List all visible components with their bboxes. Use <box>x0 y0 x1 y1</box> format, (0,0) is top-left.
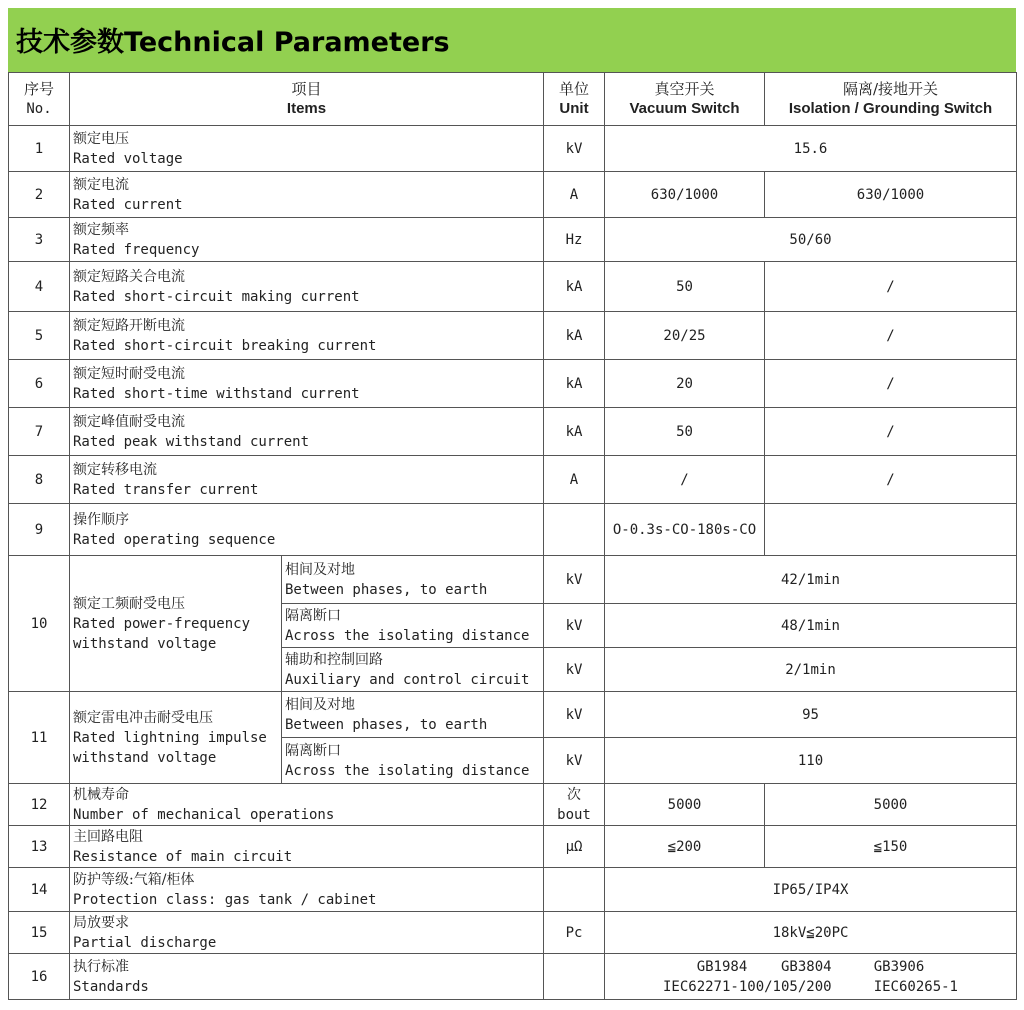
unit-cell: kA <box>544 408 605 456</box>
item-cell <box>70 912 544 954</box>
row-number: 10 <box>9 556 70 692</box>
row-number: 3 <box>9 218 70 262</box>
sub-item-cell <box>282 556 544 604</box>
value-cell: 42/1min <box>605 556 1017 604</box>
table-row <box>9 360 1017 408</box>
item-label-zh: 相间及对地 <box>285 561 355 578</box>
standards-line: GB1984 GB3804 GB3906 <box>696 958 925 975</box>
isolation-switch-value: / <box>765 312 1017 360</box>
unit-cell: Hz <box>544 218 605 262</box>
item-cell <box>70 312 544 360</box>
item-cell <box>70 504 544 556</box>
table-row <box>9 868 1017 912</box>
row-number: 15 <box>9 912 70 954</box>
row-number: 5 <box>9 312 70 360</box>
unit-cell: kA <box>544 312 605 360</box>
table-row <box>9 912 1017 954</box>
sub-item-cell <box>282 692 544 738</box>
item-label-zh: 操作顺序 <box>73 511 129 528</box>
unit-cell: kV <box>544 556 605 604</box>
item-cell <box>70 360 544 408</box>
isolation-switch-value: 630/1000 <box>765 172 1017 218</box>
value-cell: IP65/IP4X <box>605 868 1017 912</box>
table-row <box>9 312 1017 360</box>
isolation-switch-value: ≦150 <box>765 826 1017 868</box>
row-number: 9 <box>9 504 70 556</box>
unit-cell: kA <box>544 262 605 312</box>
table-row <box>9 504 1017 556</box>
item-label-zh: 额定转移电流 <box>73 461 157 478</box>
value-cell: 15.6 <box>605 126 1017 172</box>
item-label-zh: 额定雷电冲击耐受电压 <box>73 709 213 726</box>
item-label-zh: 隔离断口 <box>285 742 341 759</box>
item-label-en: Rated short-circuit breaking current <box>73 337 377 354</box>
header-vacuum-switch: 真空开关 Vacuum Switch <box>605 73 765 126</box>
row-number: 11 <box>9 692 70 784</box>
technical-parameters-table <box>8 72 1017 1000</box>
vacuum-switch-value: 50 <box>605 408 765 456</box>
value-cell: 50/60 <box>605 218 1017 262</box>
isolation-switch-value: / <box>765 262 1017 312</box>
item-label-en: withstand voltage <box>73 635 217 652</box>
unit-cell: kA <box>544 360 605 408</box>
item-label-en: Rated peak withstand current <box>73 433 310 450</box>
item-label-zh: 相间及对地 <box>285 696 355 713</box>
vacuum-switch-value: 20/25 <box>605 312 765 360</box>
item-label-en: Standards <box>73 978 149 995</box>
row-number: 1 <box>9 126 70 172</box>
item-cell <box>70 868 544 912</box>
unit-cell <box>544 504 605 556</box>
value-cell: 95 <box>605 692 1017 738</box>
header-no: 序号 No. <box>9 73 70 126</box>
value-cell: 18kV≦20PC <box>605 912 1017 954</box>
table-row <box>9 262 1017 312</box>
table-row <box>9 172 1017 218</box>
row-number: 4 <box>9 262 70 312</box>
table-row <box>9 556 1017 604</box>
item-label-zh: 局放要求 <box>73 914 129 931</box>
isolation-switch-value: / <box>765 408 1017 456</box>
item-label-en: Rated current <box>73 196 183 213</box>
item-label-en: Between phases, to earth <box>285 581 488 598</box>
item-label-en: Rated lightning impulse <box>73 729 267 746</box>
vacuum-switch-value: / <box>605 456 765 504</box>
unit-zh: 次 <box>567 786 581 803</box>
row-number: 14 <box>9 868 70 912</box>
item-cell <box>70 262 544 312</box>
item-label-zh: 隔离断口 <box>285 607 341 624</box>
item-cell <box>70 408 544 456</box>
unit-cell: kV <box>544 648 605 692</box>
item-label-zh: 机械寿命 <box>73 786 129 803</box>
item-cell <box>70 954 544 1000</box>
item-label-zh: 额定电压 <box>73 130 129 147</box>
item-label-en: Resistance of main circuit <box>73 848 293 865</box>
item-label-en: Rated voltage <box>73 150 183 167</box>
item-cell <box>70 172 544 218</box>
item-label-en: Rated short-circuit making current <box>73 288 360 305</box>
item-label-zh: 辅助和控制回路 <box>285 651 383 668</box>
row-number: 2 <box>9 172 70 218</box>
item-label-en: Between phases, to earth <box>285 716 488 733</box>
row-number: 8 <box>9 456 70 504</box>
isolation-switch-value: / <box>765 456 1017 504</box>
header-isolation-grounding-switch: 隔离/接地开关 Isolation / Grounding Switch <box>765 73 1017 126</box>
standards-line: IEC62271-100/105/200 IEC60265-1 <box>662 978 958 995</box>
item-label-en: Rated transfer current <box>73 481 259 498</box>
isolation-switch-value: 5000 <box>765 784 1017 826</box>
row-number: 13 <box>9 826 70 868</box>
item-label-en: Rated power-frequency <box>73 615 251 632</box>
item-label-en: Across the isolating distance <box>285 627 530 644</box>
unit-cell: A <box>544 456 605 504</box>
table-row <box>9 218 1017 262</box>
item-label-zh: 额定频率 <box>73 221 129 238</box>
table-row <box>9 954 1017 1000</box>
item-label-zh: 额定短时耐受电流 <box>73 365 185 382</box>
item-label-en: Rated short-time withstand current <box>73 385 360 402</box>
vacuum-switch-value: 630/1000 <box>605 172 765 218</box>
unit-en: bout <box>557 806 591 823</box>
row-number: 7 <box>9 408 70 456</box>
item-cell <box>70 456 544 504</box>
item-label-en: withstand voltage <box>73 749 217 766</box>
item-label-en: Number of mechanical operations <box>73 806 335 823</box>
item-label-zh: 额定电流 <box>73 176 129 193</box>
item-cell <box>70 826 544 868</box>
table-row <box>9 126 1017 172</box>
item-label-en: Auxiliary and control circuit <box>285 671 530 688</box>
table-row <box>9 826 1017 868</box>
value-cell: 2/1min <box>605 648 1017 692</box>
unit-cell <box>544 784 605 826</box>
unit-cell: Pc <box>544 912 605 954</box>
item-label-zh: 额定短路关合电流 <box>73 268 185 285</box>
unit-cell <box>544 954 605 1000</box>
unit-cell: A <box>544 172 605 218</box>
vacuum-switch-value: ≦200 <box>605 826 765 868</box>
standards-cell <box>605 954 1017 1000</box>
vacuum-switch-value: 5000 <box>605 784 765 826</box>
item-label-en: Protection class: gas tank / cabinet <box>73 891 377 908</box>
table-row <box>9 408 1017 456</box>
item-cell <box>70 692 282 784</box>
page-title: 技术参数Technical Parameters <box>16 27 450 58</box>
header-items: 项目 Items <box>70 73 544 126</box>
vacuum-switch-value: 50 <box>605 262 765 312</box>
unit-cell: kV <box>544 692 605 738</box>
sub-item-cell <box>282 738 544 784</box>
header-unit: 单位 Unit <box>544 73 605 126</box>
unit-cell: μΩ <box>544 826 605 868</box>
value-cell: 110 <box>605 738 1017 784</box>
table-row <box>9 784 1017 826</box>
title-banner <box>8 8 1016 72</box>
unit-cell: kV <box>544 604 605 648</box>
unit-cell: kV <box>544 126 605 172</box>
vacuum-switch-value: O-0.3s-CO-180s-CO <box>605 504 765 556</box>
value-cell: 48/1min <box>605 604 1017 648</box>
item-cell <box>70 784 544 826</box>
item-cell <box>70 556 282 692</box>
item-label-zh: 执行标准 <box>73 958 129 975</box>
sub-item-cell <box>282 648 544 692</box>
row-number: 6 <box>9 360 70 408</box>
item-label-zh: 主回路电阻 <box>73 828 143 845</box>
item-label-zh: 防护等级:气箱/柜体 <box>73 871 195 888</box>
unit-cell <box>544 868 605 912</box>
item-label-en: Partial discharge <box>73 934 217 951</box>
item-cell <box>70 126 544 172</box>
table-row <box>9 456 1017 504</box>
item-label-en: Rated frequency <box>73 241 200 258</box>
sub-item-cell <box>282 604 544 648</box>
unit-cell: kV <box>544 738 605 784</box>
vacuum-switch-value: 20 <box>605 360 765 408</box>
row-number: 12 <box>9 784 70 826</box>
item-label-en: Across the isolating distance <box>285 762 530 779</box>
item-label-en: Rated operating sequence <box>73 531 276 548</box>
header-row <box>9 73 1017 126</box>
row-number: 16 <box>9 954 70 1000</box>
isolation-switch-value <box>765 504 1017 556</box>
item-label-zh: 额定工频耐受电压 <box>73 595 185 612</box>
item-cell <box>70 218 544 262</box>
isolation-switch-value: / <box>765 360 1017 408</box>
item-label-zh: 额定短路开断电流 <box>73 317 185 334</box>
table-row <box>9 692 1017 738</box>
item-label-zh: 额定峰值耐受电流 <box>73 413 185 430</box>
